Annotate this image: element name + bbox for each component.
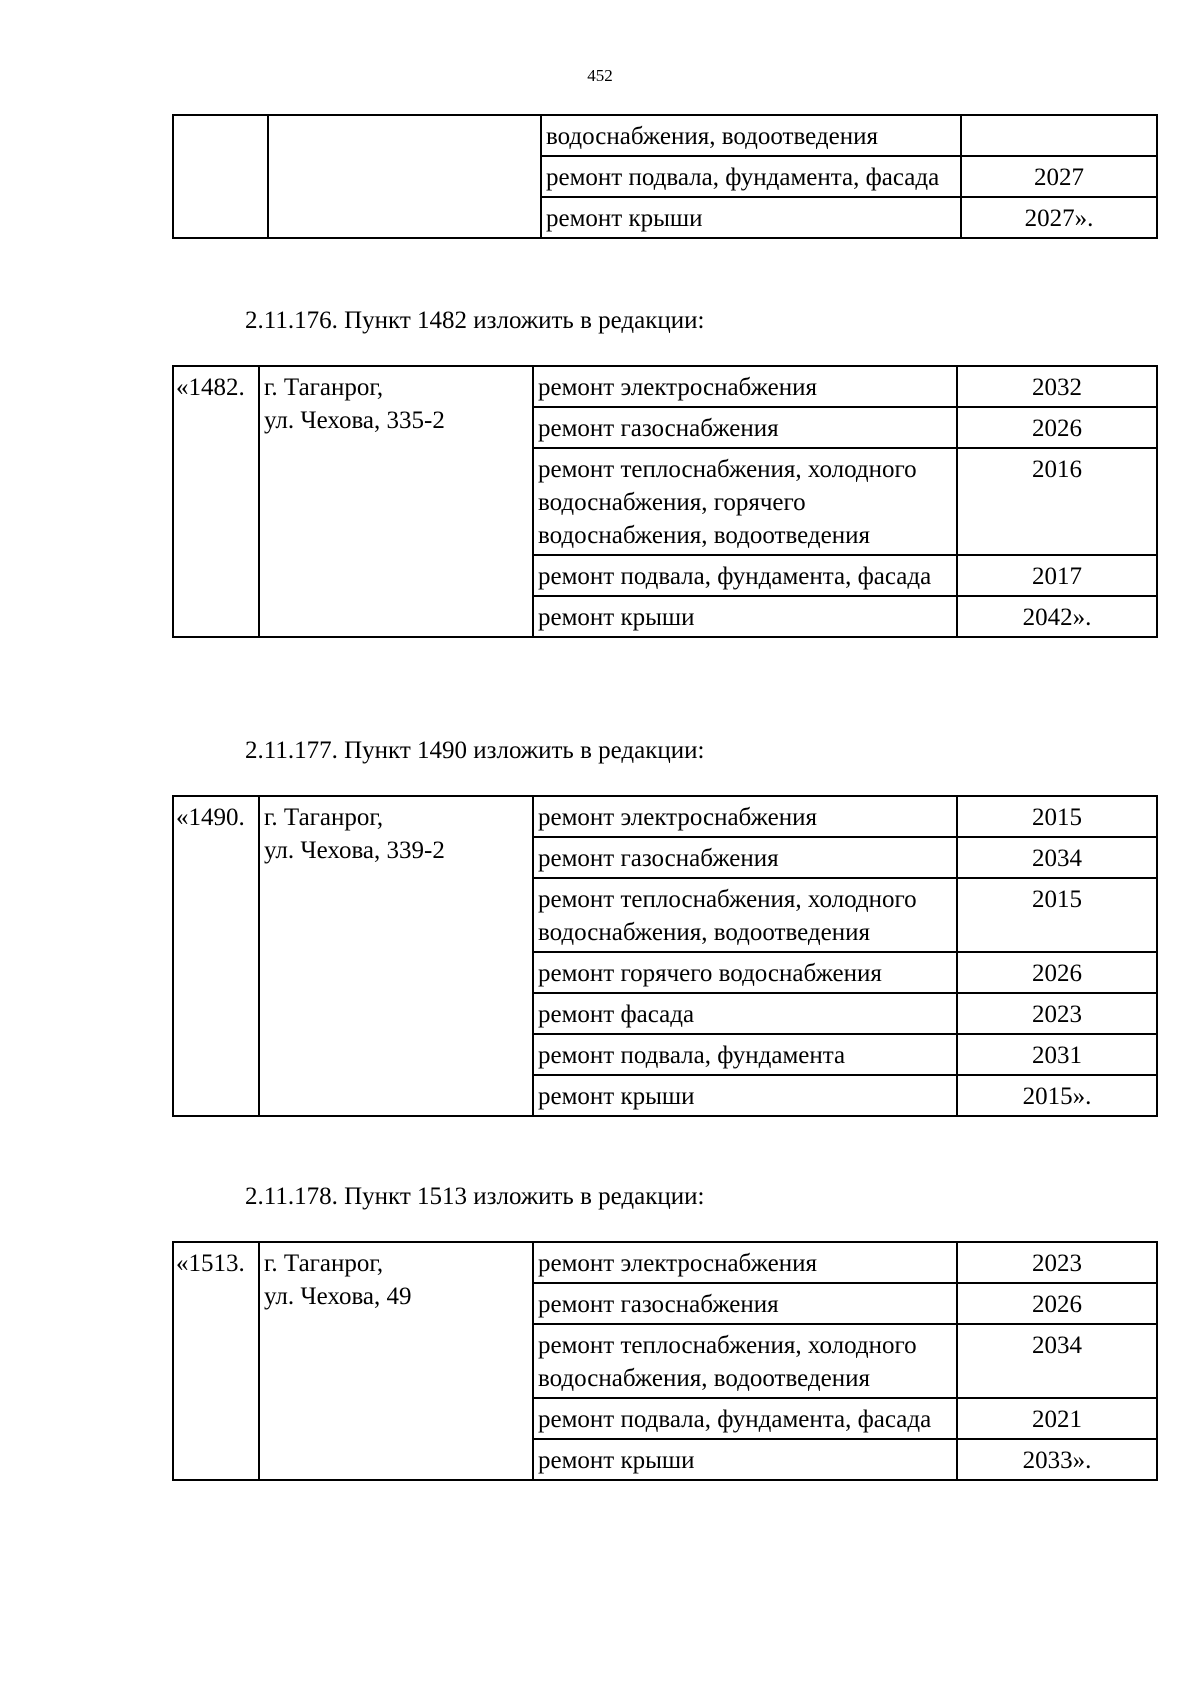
work-cell: ремонт подвала, фундамента, фасада xyxy=(533,555,957,596)
address-street: ул. Чехова, 49 xyxy=(264,1283,412,1310)
table-row xyxy=(173,1242,1157,1283)
work-cell: ремонт горячего водоснабжения xyxy=(533,952,957,993)
year-cell: 2042». xyxy=(957,596,1157,637)
item-number-cell xyxy=(173,115,268,238)
year-cell xyxy=(961,115,1157,156)
section-table xyxy=(172,1241,1158,1481)
table-row xyxy=(173,796,1157,837)
table-row xyxy=(173,115,1157,156)
year-cell: 2027 xyxy=(961,156,1157,197)
page-number: 452 xyxy=(587,66,613,85)
year-cell: 2016 xyxy=(957,448,1157,555)
year-cell: 2026 xyxy=(957,1283,1157,1324)
section-table xyxy=(172,365,1158,638)
work-cell: ремонт крыши xyxy=(533,1439,957,1480)
year-cell: 2032 xyxy=(957,366,1157,407)
work-cell: ремонт теплоснабжения, холодного водоснабжения, горячего водоснабжения, водоотведения xyxy=(533,448,957,555)
address-cell xyxy=(259,1242,533,1480)
work-cell: ремонт газоснабжения xyxy=(533,1283,957,1324)
address-street: ул. Чехова, 339-2 xyxy=(264,837,445,864)
address-street: ул. Чехова, 335-2 xyxy=(264,407,445,434)
work-cell: ремонт электроснабжения xyxy=(533,1242,957,1283)
section-heading: 2.11.178. Пункт 1513 изложить в редакции: xyxy=(245,1183,705,1210)
work-cell: ремонт теплоснабжения, холодного водоснабжения, водоотведения xyxy=(533,878,957,952)
year-cell: 2034 xyxy=(957,1324,1157,1398)
address-city: г. Таганрог, xyxy=(264,804,384,831)
address-cell xyxy=(268,115,541,238)
address-city: г. Таганрог, xyxy=(264,374,384,401)
work-cell: ремонт подвала, фундамента xyxy=(533,1034,957,1075)
item-number-cell: «1490. xyxy=(173,796,259,1116)
work-cell: ремонт крыши xyxy=(533,1075,957,1116)
work-cell: ремонт электроснабжения xyxy=(533,366,957,407)
work-cell xyxy=(541,156,961,197)
year-cell: 2031 xyxy=(957,1034,1157,1075)
year-cell: 2015 xyxy=(957,878,1157,952)
year-cell: 2023 xyxy=(957,1242,1157,1283)
item-number-cell: «1513. xyxy=(173,1242,259,1480)
address-cell xyxy=(259,796,533,1116)
year-cell: 2033». xyxy=(957,1439,1157,1480)
year-cell: 2026 xyxy=(957,407,1157,448)
section-heading: 2.11.177. Пункт 1490 изложить в редакции: xyxy=(245,737,705,764)
section-table xyxy=(172,795,1158,1117)
year-cell: 2023 xyxy=(957,993,1157,1034)
address-cell xyxy=(259,366,533,637)
work-cell: ремонт подвала, фундамента, фасада xyxy=(533,1398,957,1439)
work-cell: ремонт крыши xyxy=(541,197,961,238)
work-cell: ремонт газоснабжения xyxy=(533,837,957,878)
item-number-cell: «1482. xyxy=(173,366,259,637)
year-cell: 2027». xyxy=(961,197,1157,238)
work-cell: ремонт электроснабжения xyxy=(533,796,957,837)
year-cell: 2021 xyxy=(957,1398,1157,1439)
year-cell: 2026 xyxy=(957,952,1157,993)
work-cell: ремонт газоснабжения xyxy=(533,407,957,448)
work-cell: ремонт крыши xyxy=(533,596,957,637)
year-cell: 2015». xyxy=(957,1075,1157,1116)
work-line: ремонт подвала, фундамента, фасада xyxy=(546,164,940,191)
year-cell: 2034 xyxy=(957,837,1157,878)
section-heading: 2.11.176. Пункт 1482 изложить в редакции: xyxy=(245,307,705,334)
continuation-table xyxy=(172,114,1158,239)
work-cell: ремонт теплоснабжения, холодного водоснабжения, водоотведения xyxy=(533,1324,957,1398)
table-row xyxy=(173,366,1157,407)
year-cell: 2015 xyxy=(957,796,1157,837)
year-cell: 2017 xyxy=(957,555,1157,596)
address-city: г. Таганрог, xyxy=(264,1250,384,1277)
work-cell: ремонт фасада xyxy=(533,993,957,1034)
work-cell: водоснабжения, водоотведения xyxy=(541,115,961,156)
